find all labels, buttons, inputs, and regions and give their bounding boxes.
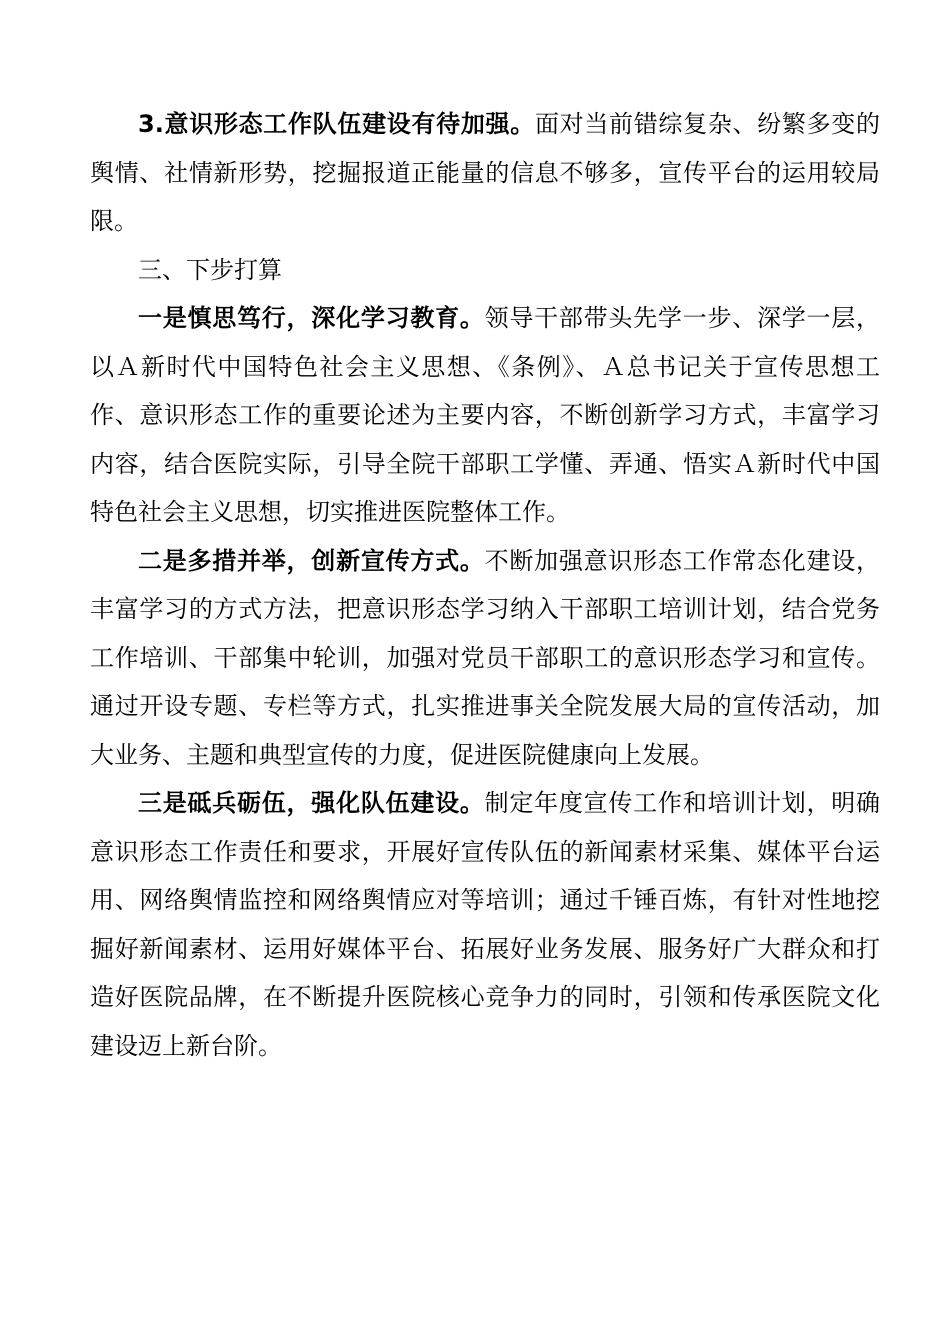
paragraph-heading: 二是多措并举，创新宣传方式。: [138, 546, 485, 575]
paragraph-deepen-study: [90, 294, 880, 537]
paragraph-heading: 一是慎思笃行，深化学习教育。: [138, 304, 485, 332]
paragraph-heading: 3.意识形态工作队伍建设有待加强。: [138, 110, 535, 138]
paragraph-text: 领导干部带头先学一步、深学一层，以Ａ新时代中国特色社会主义思想、《条例》、Ａ总书记关于宣传思想工作、意识形态工作的重要论述为主要内容，不断创新学习方式，丰富学习内容，结合医院实际，引导全院干部职工学懂、弄通、悟实Ａ新时代中国特色社会主义思想，切实推进医院整体工作。: [90, 304, 881, 526]
paragraph-heading: 三是砥兵砺伍，强化队伍建设。: [138, 789, 485, 817]
paragraph-text: 制定年度宣传工作和培训计划，明确意识形态工作责任和要求，开展好宣传队伍的新闻素材采集、媒体平台运用、网络舆情监控和网络舆情应对等培训；通过千锤百炼，有针对性地挖掘好新闻素材、运用好媒体平台、拓展好业务发展、服务好广大群众和打造好医院品牌，在不断提升医院核心竞争力的同时，引领和传承医院文化建设迈上新台阶。: [90, 789, 881, 1060]
paragraph-innovate-publicity: [90, 537, 880, 780]
section-heading-next-steps: [90, 246, 880, 295]
paragraph-text: 不断加强意识形态工作常态化建设，丰富学习的方式方法，把意识形态学习纳入干部职工培训计划，结合党务工作培训、干部集中轮训，加强对党员干部职工的意识形态学习和宣传。通过开设专题、专栏等方式，扎实推进事关全院发展大局的宣传活动，加大业务、主题和典型宣传的力度，促进医院健康向上发展。: [90, 546, 881, 769]
section-heading-text: 三、下步打算: [138, 255, 282, 284]
paragraph-team-building-weakness: [90, 100, 880, 246]
document-body: [90, 100, 880, 1070]
paragraph-text: 面对当前错综复杂、纷繁多变的舆情、社情新形势，挖掘报道正能量的信息不够多，宣传平台的运用较局限。: [90, 110, 880, 235]
paragraph-strengthen-team: [90, 779, 880, 1070]
